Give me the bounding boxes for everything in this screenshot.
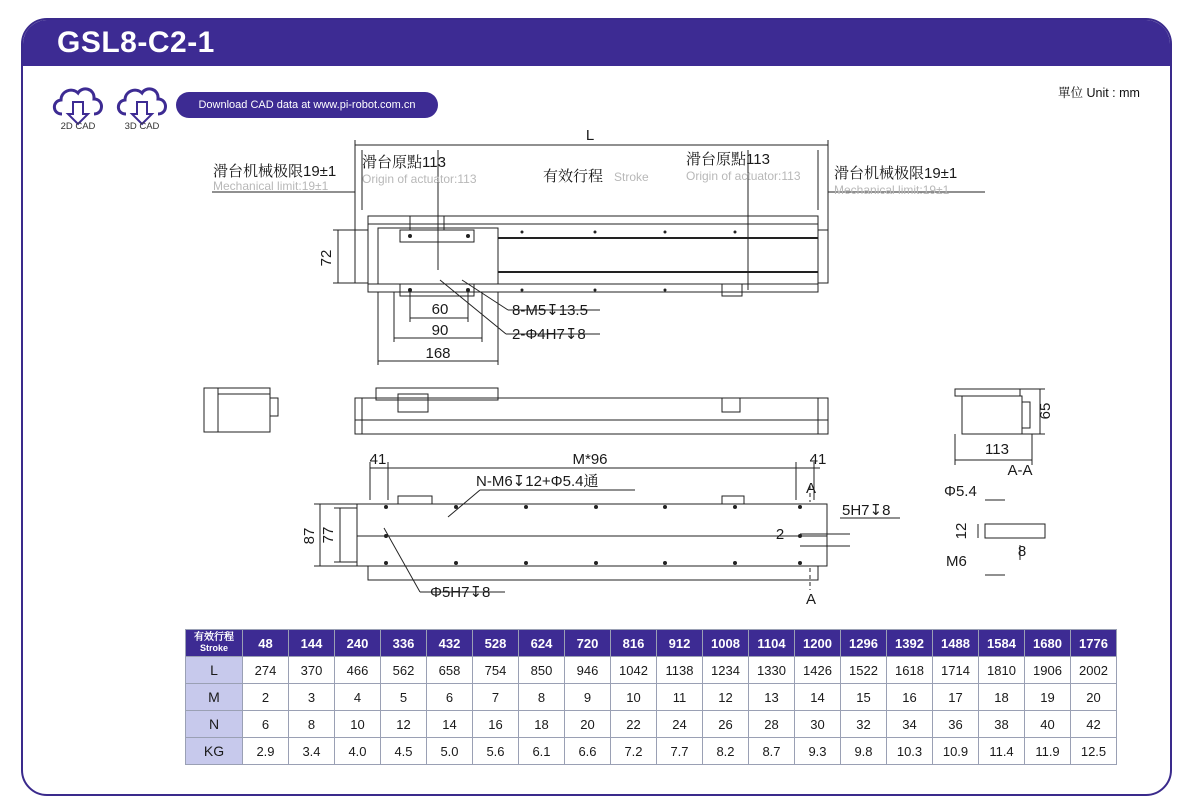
stroke-header-cell: 720	[565, 630, 611, 657]
actuator-body-bottom	[357, 504, 827, 566]
spec-cell: 946	[565, 657, 611, 684]
origin-left-en: Origin of actuator:113	[362, 172, 477, 186]
spec-cell: 16	[887, 684, 933, 711]
note-m5: 8-M5↧13.5	[512, 302, 588, 319]
stroke-header-cell: 144	[289, 630, 335, 657]
spec-cell: 1522	[841, 657, 887, 684]
dim-113: 113	[985, 441, 1009, 458]
spec-cell: 7	[473, 684, 519, 711]
spec-cell: 5.6	[473, 738, 519, 765]
spec-cell: 38	[979, 711, 1025, 738]
spec-cell: 32	[841, 711, 887, 738]
stroke-header-cell: 1296	[841, 630, 887, 657]
spec-cell: 2	[243, 684, 289, 711]
spec-cell: 22	[611, 711, 657, 738]
page-title: GSL8-C2-1	[57, 26, 215, 59]
spec-cell: 1234	[703, 657, 749, 684]
spec-cell: 11	[657, 684, 703, 711]
corner-cn: 有效行程	[194, 632, 234, 643]
spec-cell: 10	[611, 684, 657, 711]
stroke-header-cell: 336	[381, 630, 427, 657]
dim-41-left: 41	[369, 451, 387, 468]
spec-cell: 2.9	[243, 738, 289, 765]
mech-limit-right-en: Mechanical limit:19±1	[834, 183, 950, 197]
spec-cell: 6	[427, 684, 473, 711]
dim-m96: M*96	[572, 451, 608, 468]
spec-cell: 8	[519, 684, 565, 711]
spec-cell: 1426	[795, 657, 841, 684]
dim-72: 72	[318, 249, 335, 267]
detail-12: 12	[953, 522, 970, 540]
stroke-header-cell: 624	[519, 630, 565, 657]
origin-right-cn: 滑台原點113	[686, 151, 770, 168]
spec-cell: 20	[565, 711, 611, 738]
spec-cell: 28	[749, 711, 795, 738]
stroke-header-cell: 48	[243, 630, 289, 657]
dim-90: 90	[431, 322, 449, 339]
note-nm6: N-M6↧12+Φ5.4通	[476, 473, 599, 490]
spec-cell: 1618	[887, 657, 933, 684]
stroke-header-cell: 240	[335, 630, 381, 657]
spec-cell: 466	[335, 657, 381, 684]
spec-cell: 4.5	[381, 738, 427, 765]
spec-cell: 36	[933, 711, 979, 738]
detail-section	[985, 524, 1045, 538]
spec-cell: 10.9	[933, 738, 979, 765]
end-view-left	[218, 394, 270, 432]
stroke-header-cell: 912	[657, 630, 703, 657]
cad-2d-label: 2D CAD	[60, 121, 96, 132]
section-mark-top: A	[805, 480, 817, 497]
spec-cell: 19	[1025, 684, 1071, 711]
stroke-header-cell: 1776	[1071, 630, 1117, 657]
spec-cell: 20	[1071, 684, 1117, 711]
spec-cell: 10	[335, 711, 381, 738]
section-mark-bottom: A	[805, 591, 817, 608]
download-cad-link[interactable]: Download CAD data at www.pi-robot.com.cn	[176, 92, 438, 118]
spec-cell: 370	[289, 657, 335, 684]
spec-cell: 1042	[611, 657, 657, 684]
detail-m6: M6	[946, 553, 967, 570]
dim-65: 65	[1037, 402, 1054, 420]
spec-cell: 9	[565, 684, 611, 711]
spec-cell: 658	[427, 657, 473, 684]
spec-cell: 7.7	[657, 738, 703, 765]
mech-limit-left-cn: 滑台机械极限19±1	[213, 163, 337, 180]
spec-cell: 11.4	[979, 738, 1025, 765]
spec-cell: 5	[381, 684, 427, 711]
spec-cell: 3	[289, 684, 335, 711]
spec-cell: 42	[1071, 711, 1117, 738]
spec-cell: 11.9	[1025, 738, 1071, 765]
stroke-header-cell: 1680	[1025, 630, 1071, 657]
spec-cell: 40	[1025, 711, 1071, 738]
dim-87: 87	[301, 527, 318, 545]
dim-41-right: 41	[809, 451, 827, 468]
origin-left-cn: 滑台原點113	[362, 154, 446, 171]
spec-cell: 8.2	[703, 738, 749, 765]
spec-cell: 12	[381, 711, 427, 738]
spec-cell: 8.7	[749, 738, 795, 765]
row-label: M	[186, 684, 243, 711]
stroke-header-corner	[186, 630, 243, 657]
spec-cell: 1906	[1025, 657, 1071, 684]
spec-cell: 17	[933, 684, 979, 711]
spec-cell: 6.6	[565, 738, 611, 765]
row-label: N	[186, 711, 243, 738]
note-phi4: 2-Φ4H7↧8	[512, 326, 586, 343]
stroke-header-cell: 1200	[795, 630, 841, 657]
mech-limit-left-en: Mechanical limit:19±1	[213, 179, 329, 193]
spec-cell: 18	[519, 711, 565, 738]
spec-cell: 15	[841, 684, 887, 711]
spec-cell: 1810	[979, 657, 1025, 684]
row-label: KG	[186, 738, 243, 765]
spec-row	[186, 738, 1117, 765]
spec-cell: 3.4	[289, 738, 335, 765]
stroke-header-cell: 1392	[887, 630, 933, 657]
stroke-header-cell: 1104	[749, 630, 795, 657]
spec-cell: 4	[335, 684, 381, 711]
spec-cell: 34	[887, 711, 933, 738]
spec-cell: 9.3	[795, 738, 841, 765]
spec-cell: 8	[289, 711, 335, 738]
spec-cell: 562	[381, 657, 427, 684]
spec-cell: 1330	[749, 657, 795, 684]
spec-cell: 6.1	[519, 738, 565, 765]
stroke-header-cell: 816	[611, 630, 657, 657]
spec-cell: 4.0	[335, 738, 381, 765]
spec-cell: 850	[519, 657, 565, 684]
stroke-header-cell: 528	[473, 630, 519, 657]
spec-cell: 14	[427, 711, 473, 738]
spec-cell: 2002	[1071, 657, 1117, 684]
spec-cell: 10.3	[887, 738, 933, 765]
spec-cell: 26	[703, 711, 749, 738]
spec-cell: 24	[657, 711, 703, 738]
stroke-header-cell: 1584	[979, 630, 1025, 657]
stroke-en: Stroke	[614, 170, 649, 184]
stroke-header-cell: 1008	[703, 630, 749, 657]
dim-60: 60	[431, 301, 449, 318]
spec-cell: 1714	[933, 657, 979, 684]
spec-cell: 16	[473, 711, 519, 738]
stroke-header-cell: 432	[427, 630, 473, 657]
section-aa-label: A-A	[1007, 462, 1033, 479]
spec-cell: 30	[795, 711, 841, 738]
spec-cell: 12	[703, 684, 749, 711]
spec-row	[186, 657, 1117, 684]
spec-cell: 14	[795, 684, 841, 711]
detail-phi54: Φ5.4	[944, 483, 977, 500]
spec-cell: 9.8	[841, 738, 887, 765]
detail-8: 8	[1017, 543, 1027, 560]
spec-cell: 5.0	[427, 738, 473, 765]
spec-cell: 12.5	[1071, 738, 1117, 765]
dim-L-label: L	[585, 127, 595, 144]
note-phi5h7: Φ5H7↧8	[430, 584, 491, 601]
unit-label: 單位 Unit : mm	[1058, 86, 1140, 100]
dim-77: 77	[320, 526, 337, 544]
spec-cell: 754	[473, 657, 519, 684]
spec-row	[186, 684, 1117, 711]
end-view-right	[962, 396, 1022, 434]
stroke-header-row	[186, 630, 1117, 657]
dim-168: 168	[425, 345, 451, 362]
stroke-header-cell: 1488	[933, 630, 979, 657]
spec-cell: 274	[243, 657, 289, 684]
spec-table	[185, 629, 1117, 765]
corner-en: Stroke	[199, 643, 228, 653]
dim-2: 2	[775, 526, 785, 543]
spec-cell: 13	[749, 684, 795, 711]
note-5h7: 5H7↧8	[842, 502, 891, 519]
spec-row	[186, 711, 1117, 738]
cad-3d-label: 3D CAD	[124, 121, 160, 132]
stroke-cn: 有效行程	[543, 168, 604, 185]
actuator-body-side	[355, 398, 828, 434]
row-label: L	[186, 657, 243, 684]
mech-limit-right-cn: 滑台机械极限19±1	[834, 165, 958, 182]
spec-cell: 1138	[657, 657, 703, 684]
actuator-body-top	[368, 216, 818, 292]
spec-cell: 7.2	[611, 738, 657, 765]
spec-cell: 6	[243, 711, 289, 738]
spec-cell: 18	[979, 684, 1025, 711]
origin-right-en: Origin of actuator:113	[686, 169, 801, 183]
